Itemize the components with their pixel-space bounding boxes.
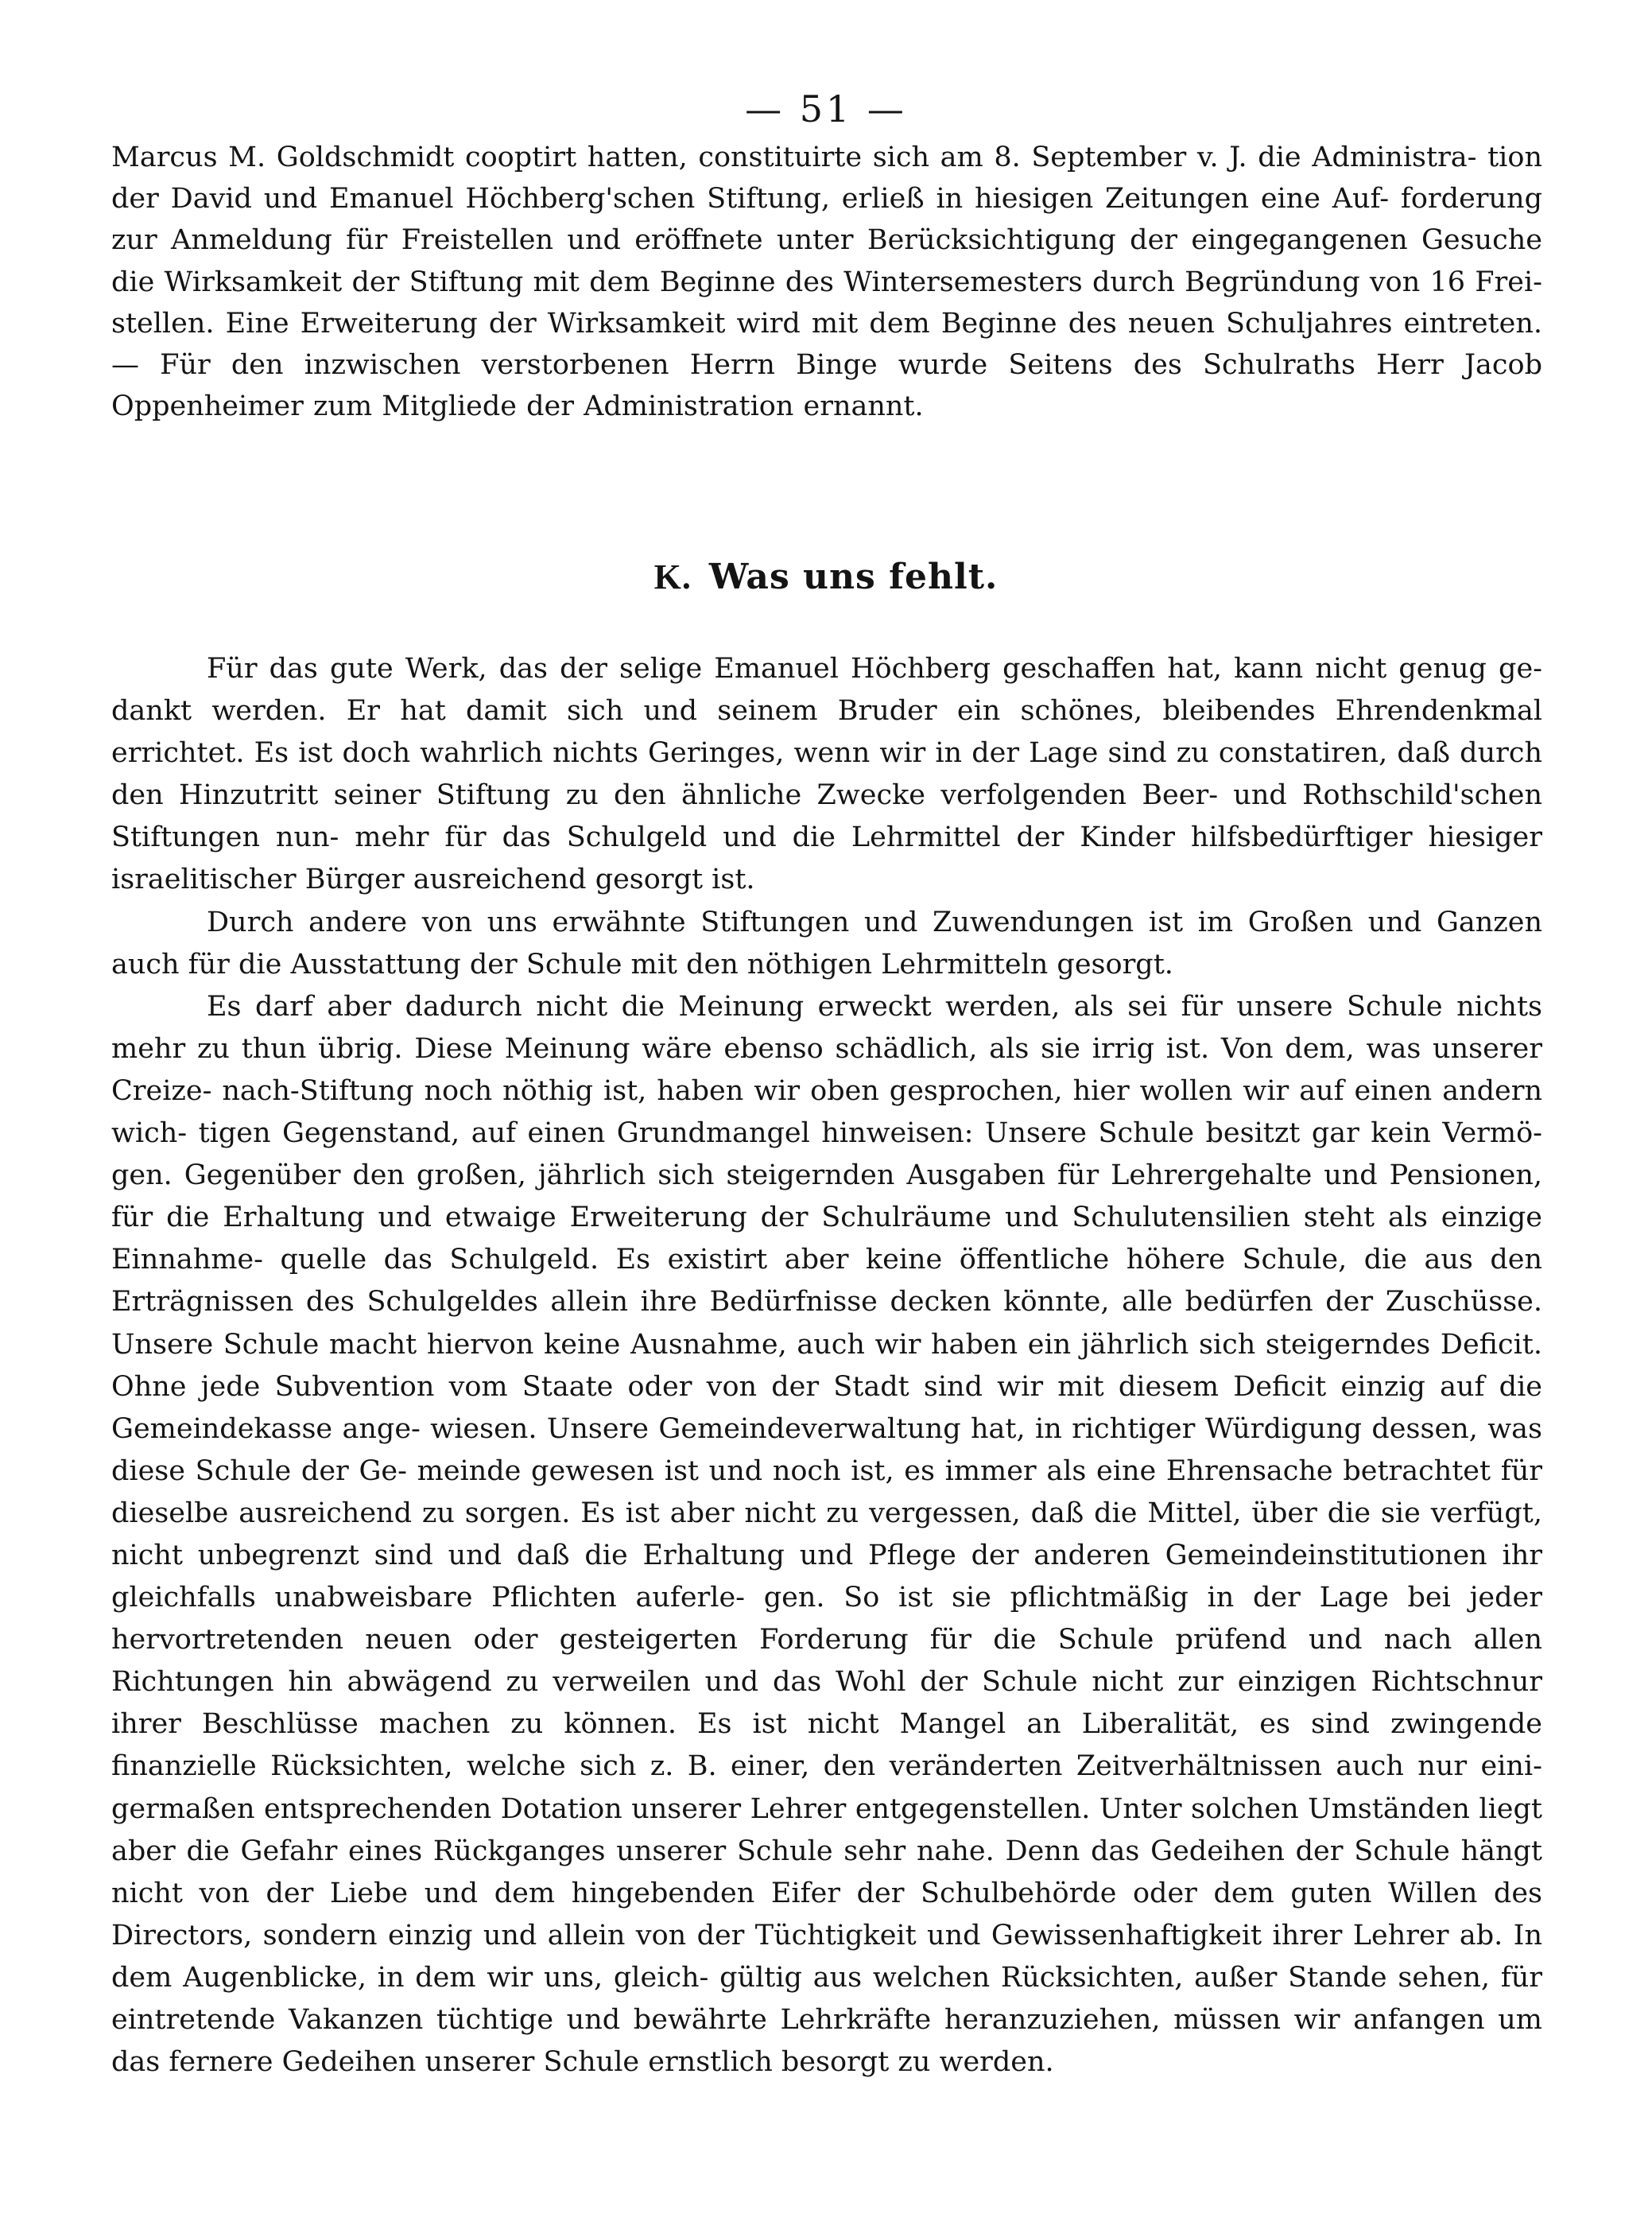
section-heading [0,557,1652,597]
section-body [111,648,1542,2083]
body-paragraph-2: Durch andere von uns erwähnte Stiftungen und Zuwendungen ist im Großen und Ganzen auch für die Ausstattung der Schule mit den nöthigen Lehrmitteln gesorgt. [111,906,1542,981]
page-number: — 51 — [745,87,907,130]
body-paragraph-3: Es darf aber dadurch nicht die Meinung erweckt werden, als sei für unsere Schule nichts mehr zu thun übrig. Diese Meinung wäre ebenso schädlich, als sie irrig ist. Von dem, was unserer Creize- nach-Stiftung noch nöthig ist, haben wir oben gesprochen, hier wollen wir auf einen andern wich- tigen Gegenstand, auf einen Grundmangel hinweisen: Unsere Schule besitzt gar kein Vermö- gen. Gegenüber den großen, jährlich sich steigernden Ausgaben für Lehrergehalte und Pensionen, für die Erhaltung und etwaige Erweiterung der Schulräume und Schulutensilien steht als einzige Einnahme- quelle das Schulgeld. Es existirt aber keine öffentliche höhere Schule, die aus den Erträgnissen des Schulgeldes allein ihre Bedürfnisse decken könnte, alle bedürfen der Zuschüsse. Unsere Schule macht hiervon keine Ausnahme, auch wir haben ein jährlich sich steigerndes Deficit. Ohne jede Subvention vom Staate oder von der Stadt sind wir mit diesem Deficit einzig auf die Gemeindekasse ange- wiesen. Unsere Gemeindeverwaltung hat, in richtiger Würdigung dessen, was diese Schule der Ge- meinde gewesen ist und noch ist, es immer als eine Ehrensache betrachtet für dieselbe ausreichend zu sorgen. Es ist aber nicht zu vergessen, daß die Mittel, über die sie verfügt, nicht unbegrenzt sind und daß die Erhaltung und Pflege der anderen Gemeindeinstitutionen ihr gleichfalls unabweisbare Pflichten auferle- gen. So ist sie pflichtmäßig in der Lage bei jeder hervortretenden neuen oder gesteigerten Forderung für die Schule prüfend und nach allen Richtungen hin abwägend zu verweilen und das Wohl der Schule nicht zur einzigen Richtschnur ihrer Beschlüsse machen zu können. Es ist nicht Mangel an Liberalität, es sind zwingende finanzielle Rücksichten, welche sich z. B. einer, den veränderten Zeitverhältnissen auch nur eini- germaßen entsprechenden Dotation unserer Lehrer entgegenstellen. Unter solchen Umständen liegt aber die Gefahr eines Rückganges unserer Schule sehr nahe. Denn das Gedeihen der Schule hängt nicht von der Liebe und dem hingebenden Eifer der Schulbehörde oder dem guten Willen des Directors, sondern einzig und allein von der Tüchtigkeit und Gewissenhaftigkeit ihrer Lehrer ab. In dem Augenblicke, in dem wir uns, gleich- gültig aus welchen Rücksichten, außer Stande sehen, für eintretende Vakanzen tüchtige und bewährte Lehrkräfte heranzuziehen, müssen wir anfangen um das fernere Gedeihen unserer Schule ernstlich besorgt zu werden. [111,990,1542,2079]
section-letter: K. [653,557,692,596]
body-paragraph-1: Für das gute Werk, das der selige Emanuel Höchberg geschaffen hat, kann nicht genug ge- dankt werden. Er hat damit sich und seinem Bruder ein schönes, bleibendes Ehrendenkmal errichtet. Es ist doch wahrlich nichts Geringes, wenn wir in der Lage sind zu constatiren, daß durch den Hinzutritt seiner Stiftung zu den ähnliche Zwecke verfolgenden Beer- und Rothschild'schen Stiftungen nun- mehr für das Schulgeld und die Lehrmittel der Kinder hilfsbedürftiger hiesiger israelitischer Bürger ausreichend gesorgt ist. [111,653,1542,896]
intro-paragraph-block [111,137,1542,427]
intro-paragraph: Marcus M. Goldschmidt cooptirt hatten, constituirte sich am 8. September v. J. die Administra- tion der David und Emanuel Höchberg'schen Stiftung, erließ in hiesigen Zeitungen eine Auf- forderung zur Anmeldung für Freistellen und eröffnete unter Berücksichtigung der eingegangenen Gesuche die Wirksamkeit der Stiftung mit dem Beginne des Wintersemesters durch Begründung von 16 Frei- stellen. Eine Erweiterung der Wirksamkeit wird mit dem Beginne des neuen Schuljahres eintreten. — Für den inzwischen verstorbenen Herrn Binge wurde Seitens des Schulraths Herr Jacob Oppenheimer zum Mitgliede der Administration ernannt. [111,142,1542,423]
section-title: Was uns fehlt. [708,557,999,597]
